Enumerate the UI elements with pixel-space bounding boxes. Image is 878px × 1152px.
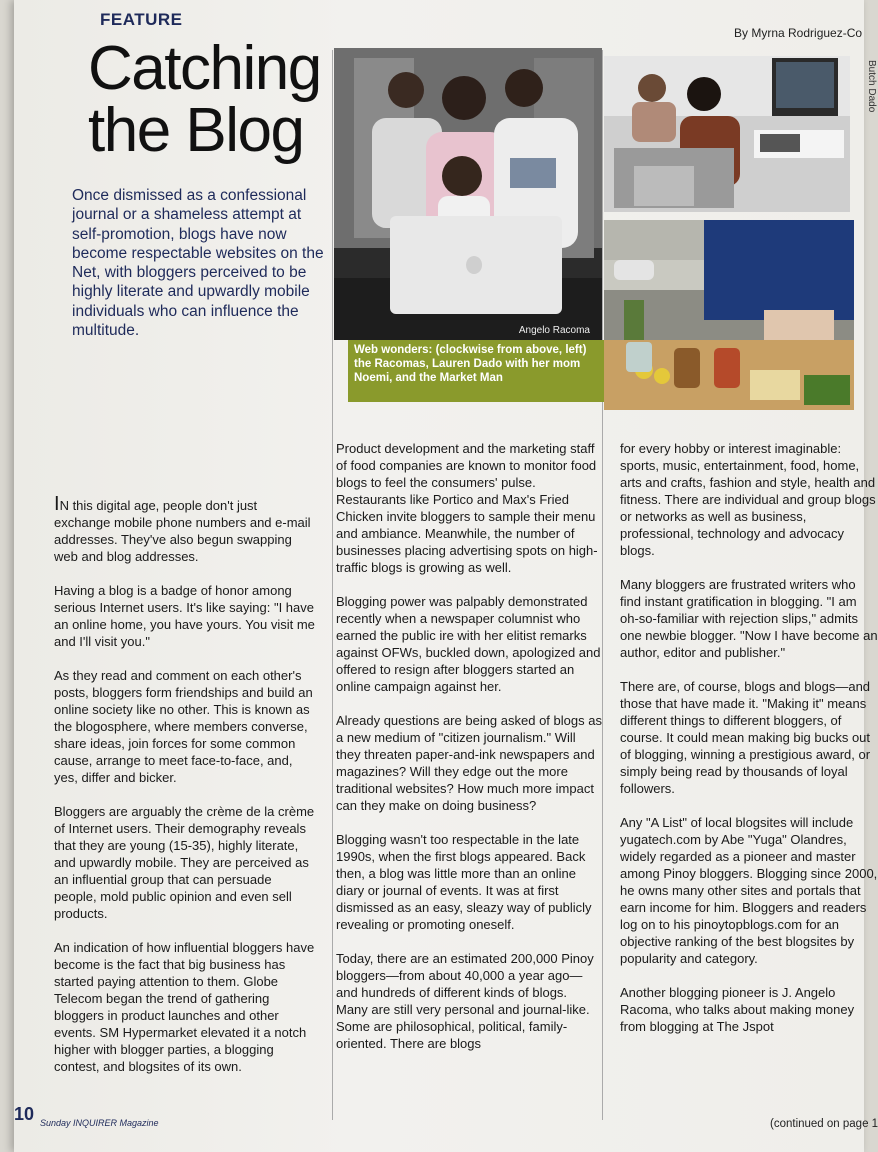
photo-racomas bbox=[334, 48, 602, 340]
article-title bbox=[88, 34, 348, 165]
paragraph: Today, there are an estimated 200,000 Pinoy bloggers—from about 40,000 a year ago—and hundreds of different kinds of blogs. Many are still very personal and journal-like. Some are philosophical, political, family-oriented. There are blogs bbox=[336, 951, 594, 1051]
paragraph: Product development and the marketing staff of food companies are known to monitor food blogs to feel the consumers' pulse. Restaurants like Portico and Max's Fried Chicken invite bloggers to sample their menu and ambiance. Meanwhile, the number of businesses placing advertising spots on high-traffic blogs is growing as well. bbox=[336, 441, 598, 575]
paragraph: Having a blog is a badge of honor among serious Internet users. It's like saying: "I have an online home, you have yours. You visit me and I'll visit you." bbox=[54, 583, 315, 649]
photo-dado bbox=[604, 56, 850, 212]
magazine-name: Sunday INQUIRER Magazine bbox=[40, 1118, 159, 1128]
column-1 bbox=[54, 493, 316, 1092]
column-rule bbox=[332, 50, 333, 1120]
photo-credit: Angelo Racoma bbox=[518, 325, 590, 336]
magazine-page bbox=[14, 0, 878, 1152]
byline: By Myrna Rodriguez-Co bbox=[734, 26, 863, 40]
title-line-2: the Blog bbox=[88, 96, 304, 165]
photo-market-man bbox=[604, 220, 854, 410]
paragraph: Blogging power was palpably demonstrated recently when a newspaper columnist who earned the public ire with her elitist remarks against OFWs, buckled down, apologized and offered to resign after bloggers started an online campaign against her. bbox=[336, 594, 601, 694]
title-line-1: Catching bbox=[88, 34, 321, 103]
continued-note: (continued on page 1 bbox=[770, 1118, 878, 1130]
page-number: 10 bbox=[14, 1104, 35, 1124]
paragraph: Any "A List" of local blogsites will include yugatech.com by Abe "Yuga" Olandres, widely regarded as a pioneer and master among Pinoy bloggers. Blogging since 2000, he owns many other sites and portals that earn income for him. Bloggers and readers log on to his pinoytopblogs.com for an objective ranking of the best blogsites by popularity and category. bbox=[620, 815, 878, 966]
paragraph: Blogging wasn't too respectable in the late 1990s, when the first blogs appeared. Back then, a blog was little more than an online diary or journal of events. It was at first dismissed as an easy, sleazy way of publicly revealing or promoting oneself. bbox=[336, 832, 592, 932]
paragraph: IN this digital age, people don't just exchange mobile phone numbers and e-mail addresses. They've also begun swapping web and blog addresses. bbox=[54, 493, 311, 564]
photo-caption: Web wonders: (clockwise from above, left) the Racomas, Lauren Dado with her mom Noemi, and the Market Man bbox=[348, 340, 604, 402]
column-rule bbox=[602, 50, 603, 1120]
paragraph: An indication of how influential bloggers have become is the fact that big business has started paying attention to them. Globe Telecom began the trend of gathering bloggers in product launches and other events. SM Hypermarket elevated it a notch higher with blogger parties, a blogging contest, and blogsites of its own. bbox=[54, 940, 315, 1074]
paragraph: Already questions are being asked of blogs as a new medium of "citizen journalism." Will they threaten paper-and-ink newspapers and magazines? Will they edge out the more traditional websites? How much more impact can they make on doing business? bbox=[336, 713, 602, 813]
column-3 bbox=[620, 440, 878, 1052]
paragraph: As they read and comment on each other's posts, bloggers form friendships and build an online society like no other. This is known as the blogosphere, where members converse, share ideas, join forces for some common cause, arrange to meet face-to-face, and, yes, differ and bicker. bbox=[54, 668, 313, 785]
drop-cap: I bbox=[54, 493, 60, 515]
side-photo-credit: Butch Dado bbox=[866, 60, 877, 113]
paragraph: Many bloggers are frustrated writers who find instant gratification in blogging. "I am oh-so-familiar with rejection slips," admits one newbie blogger. "Now I have become an author, editor and publisher." bbox=[620, 577, 878, 660]
intro-deck: Once dismissed as a confessional journal or a shameless attempt at self-promotion, blogs have now become respectable websites on the Net, with bloggers perceived to be highly literate and upwardly mobile individuals who can influence the multitude. bbox=[72, 187, 324, 340]
column-2 bbox=[336, 440, 602, 1069]
paragraph: for every hobby or interest imaginable: sports, music, entertainment, food, home, arts and crafts, fashion and style, health and fitness. There are individual and group blogs or networks as well as business, professional, technology and advocacy blogs. bbox=[620, 441, 876, 558]
section-label: FEATURE bbox=[100, 10, 183, 29]
paragraph: Another blogging pioneer is J. Angelo Racoma, who talks about making money from blogging at The Jspot bbox=[620, 985, 855, 1034]
paragraph: There are, of course, blogs and blogs—and those that have made it. "Making it" means different things to different bloggers, of course. It could mean making big bucks out of blogging, winning a prestigious award, or simply being read by thousands of loyal followers. bbox=[620, 679, 871, 796]
paragraph: Bloggers are arguably the crème de la crème of Internet users. Their demography reveals that they are young (15-35), highly literate, and upwardly mobile. They are perceived as an influential group that can persuade people, mold public opinion and even sell products. bbox=[54, 804, 315, 921]
